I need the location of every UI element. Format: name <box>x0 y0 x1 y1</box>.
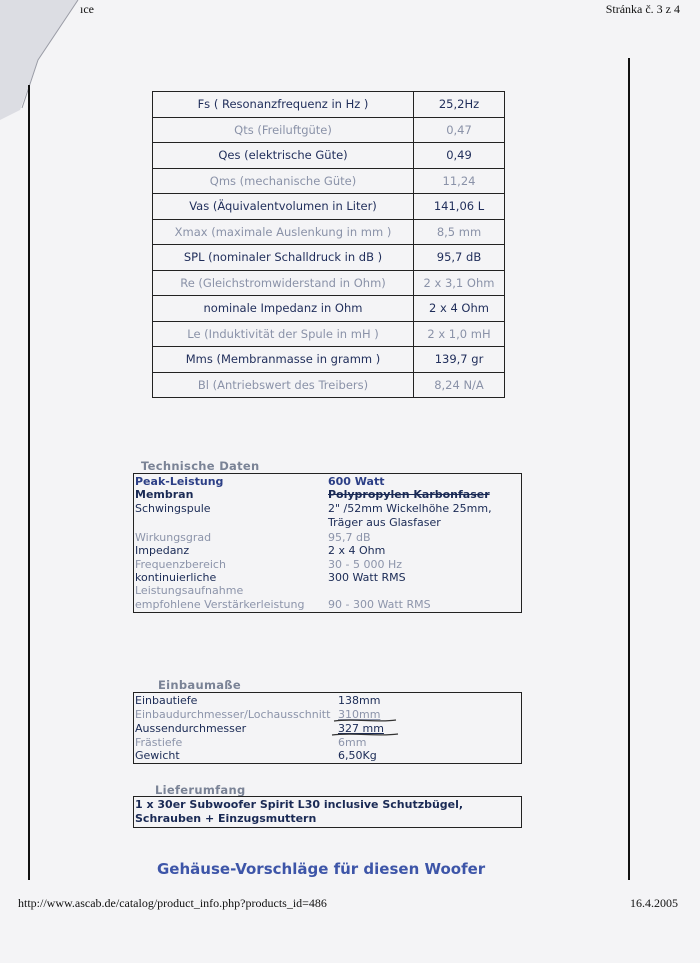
spec-row <box>153 347 505 373</box>
left-border-line <box>28 85 30 880</box>
spec-value: 2 x 1,0 mH <box>414 321 505 347</box>
spec-label: Vas (Äquivalentvolumen in Liter) <box>153 194 414 220</box>
scope-of-delivery-box <box>133 796 522 828</box>
tech-label: Membran <box>135 488 194 501</box>
spec-label: Qes (elektrische Güte) <box>153 143 414 169</box>
technical-data-box <box>133 473 522 613</box>
spec-label: Fs ( Resonanzfrequenz in Hz ) <box>153 92 414 118</box>
tech-value: 300 Watt RMS <box>328 571 406 584</box>
spec-label: Qms (mechanische Güte) <box>153 168 414 194</box>
tech-value: 2" /52mm Wickelhöhe 25mm, <box>328 502 492 515</box>
install-value: 6mm <box>338 736 367 749</box>
technical-data-title: Technische Daten <box>141 459 260 473</box>
tech-label: Wirkungsgrad <box>135 531 212 544</box>
spec-row <box>153 270 505 296</box>
spec-row <box>153 194 505 220</box>
spec-value: 0,49 <box>414 143 505 169</box>
footer-url: http://www.ascab.de/catalog/product_info.php?products_id=486 <box>18 896 327 910</box>
spec-row <box>153 92 505 118</box>
spec-row <box>153 143 505 169</box>
install-value: 6,50Kg <box>338 749 377 762</box>
spec-row <box>153 296 505 322</box>
spec-value: 0,47 <box>414 117 505 143</box>
tech-value: Polypropylen Karbonfaser <box>328 488 490 501</box>
tech-value: Träger aus Glasfaser <box>328 516 441 529</box>
installation-title: Einbaumaße <box>158 678 241 692</box>
speaker-parameters-table <box>152 91 505 398</box>
spec-row <box>153 219 505 245</box>
tech-value: 90 - 300 Watt RMS <box>328 598 431 611</box>
spec-value: 2 x 3,1 Ohm <box>414 270 505 296</box>
install-label: Frästiefe <box>135 736 183 749</box>
tech-value: 2 x 4 Ohm <box>328 544 386 557</box>
installation-dimensions-box <box>133 692 522 764</box>
footer-date: 16.4.2005 <box>630 896 678 910</box>
spec-row <box>153 117 505 143</box>
install-label: Gewicht <box>135 749 180 762</box>
spec-label: Xmax (maximale Auslenkung in mm ) <box>153 219 414 245</box>
install-value: 138mm <box>338 694 381 707</box>
scope-line-2: Schrauben + Einzugsmuttern <box>135 812 317 825</box>
spec-label: Le (Induktivität der Spule in mH ) <box>153 321 414 347</box>
housing-suggestions-heading: Gehäuse-Vorschläge für diesen Woofer <box>157 860 486 878</box>
tech-label: empfohlene Verstärkerleistung <box>135 598 305 611</box>
install-label: Einbaudurchmesser/Lochausschnitt <box>135 708 331 721</box>
spec-value: 8,5 mm <box>414 219 505 245</box>
spec-label: Mms (Membranmasse in gramm ) <box>153 347 414 373</box>
header-left-fragment: ıce <box>80 2 94 16</box>
spec-label: Re (Gleichstromwiderstand in Ohm) <box>153 270 414 296</box>
page-number: Stránka č. 3 z 4 <box>605 2 680 16</box>
handwritten-underline-marks <box>330 716 400 740</box>
spec-value: 25,2Hz <box>414 92 505 118</box>
tech-label: Frequenzbereich <box>135 558 226 571</box>
tech-value: 30 - 5 000 Hz <box>328 558 402 571</box>
spec-value: 95,7 dB <box>414 245 505 271</box>
scope-title: Lieferumfang <box>155 783 246 797</box>
tech-label: Schwingspule <box>135 502 211 515</box>
tech-value: 95,7 dB <box>328 531 371 544</box>
tech-value: 600 Watt <box>328 475 385 488</box>
spec-value: 11,24 <box>414 168 505 194</box>
install-value: 310mm <box>338 708 381 721</box>
spec-row <box>153 168 505 194</box>
right-border-line <box>628 58 630 880</box>
spec-row <box>153 321 505 347</box>
spec-value: 139,7 gr <box>414 347 505 373</box>
spec-row <box>153 245 505 271</box>
tech-label: Impedanz <box>135 544 190 557</box>
scope-line-1: 1 x 30er Subwoofer Spirit L30 inclusive Schutzbügel, <box>135 798 464 811</box>
install-label: Aussendurchmesser <box>135 722 247 735</box>
tech-label: Peak-Leistung <box>135 475 224 488</box>
spec-value: 2 x 4 Ohm <box>414 296 505 322</box>
spec-label: SPL (nominaler Schalldruck in dB ) <box>153 245 414 271</box>
spec-value: 8,24 N/A <box>414 372 505 398</box>
spec-label: Bl (Antriebswert des Treibers) <box>153 372 414 398</box>
tech-label: kontinuierliche <box>135 571 217 584</box>
spec-label: nominale Impedanz in Ohm <box>153 296 414 322</box>
tech-label: Leistungsaufnahme <box>135 584 244 597</box>
spec-value: 141,06 L <box>414 194 505 220</box>
install-label: Einbautiefe <box>135 694 198 707</box>
spec-row <box>153 372 505 398</box>
spec-label: Qts (Freiluftgüte) <box>153 117 414 143</box>
install-value: 327 mm <box>338 722 384 735</box>
